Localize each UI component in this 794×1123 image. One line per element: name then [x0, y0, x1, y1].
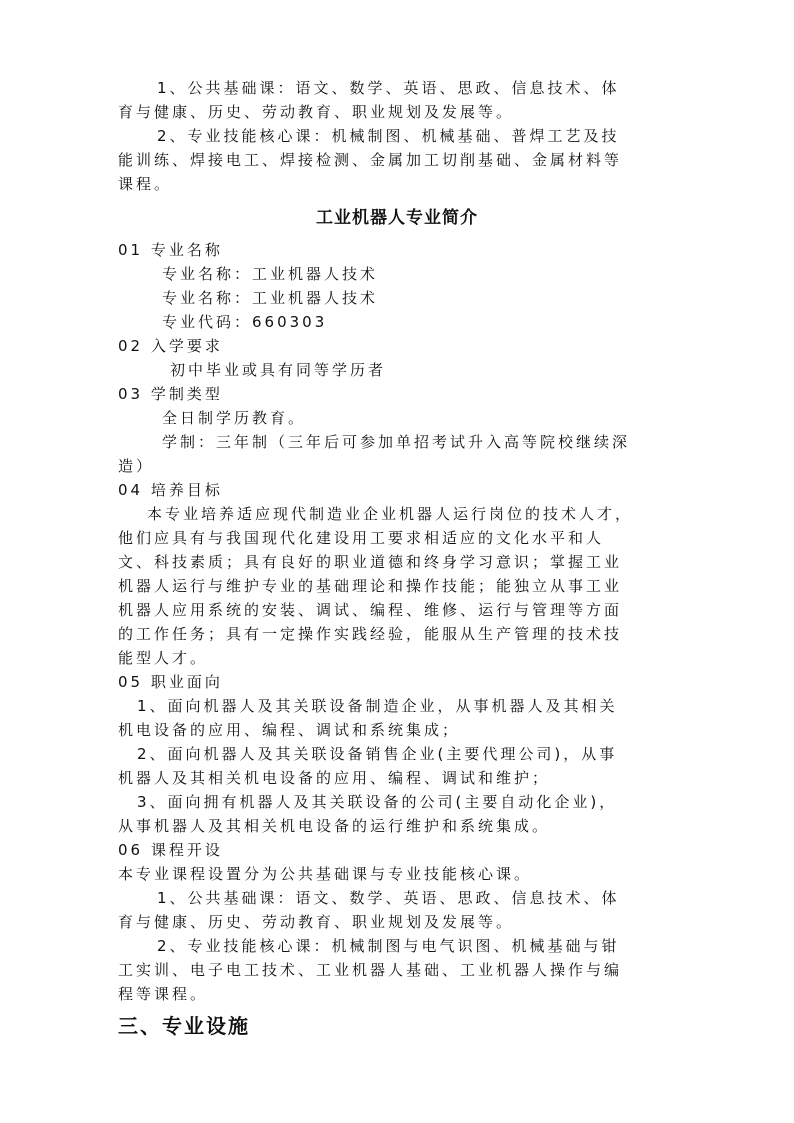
paragraph-line: 本专业培养适应现代制造业企业机器人运行岗位的技术人才，: [147, 505, 634, 523]
paragraph-line: 1、公共基础课：语文、数学、英语、思政、信息技术、体: [157, 79, 620, 97]
section-title: 工业机器人专业简介: [316, 208, 478, 228]
major-code: 专业代码：660303: [162, 313, 328, 331]
subsection-heading: 03 学制类型: [118, 385, 223, 403]
paragraph-line: 课程。: [118, 175, 173, 193]
paragraph-line: 从事机器人及其相关机电设备的运行维护和系统集成。: [118, 817, 551, 835]
paragraph-line: 能型人才。: [118, 649, 209, 667]
paragraph-line: 2、面向机器人及其关联设备销售企业(主要代理公司)，从事: [137, 745, 618, 763]
paragraph-line: 育与健康、历史、劳动教育、职业规划及发展等。: [118, 913, 515, 931]
paragraph-line: 的工作任务；具有一定操作实践经验，能服从生产管理的技术技: [118, 625, 623, 643]
paragraph-line: 初中毕业或具有同等学历者: [170, 361, 387, 379]
paragraph-line: 全日制学历教育。: [162, 409, 307, 427]
subsection-heading: 01 专业名称: [118, 241, 223, 259]
paragraph-line: 2、专业技能核心课：机械制图、机械基础、普焊工艺及技: [157, 127, 620, 145]
paragraph-line: 机器人应用系统的安装、调试、编程、维修、运行与管理等方面: [118, 601, 623, 619]
subsection-heading: 02 入学要求: [118, 337, 223, 355]
chapter-heading: 三、专业设施: [118, 1014, 250, 1038]
major-name: 专业名称：工业机器人技术: [162, 289, 379, 307]
paragraph-line: 学制：三年制（三年后可参加单招考试升入高等院校继续深: [162, 433, 631, 451]
paragraph-line: 本专业课程设置分为公共基础课与专业技能核心课。: [118, 865, 533, 883]
paragraph-line: 机器人运行与维护专业的基础理论和操作技能；能独立从事工业: [118, 577, 623, 595]
paragraph-line: 1、公共基础课：语文、数学、英语、思政、信息技术、体: [157, 889, 620, 907]
paragraph-line: 机器人及其相关机电设备的应用、编程、调试和维护；: [118, 769, 551, 787]
paragraph-line: 育与健康、历史、劳动教育、职业规划及发展等。: [118, 103, 515, 121]
paragraph-line: 能训练、焊接电工、焊接检测、金属加工切削基础、金属材料等: [118, 151, 623, 169]
paragraph-line: 文、科技素质；具有良好的职业道德和终身学习意识；掌握工业: [118, 553, 623, 571]
paragraph-line: 1、面向机器人及其关联设备制造企业，从事机器人及其相关: [137, 697, 618, 715]
paragraph-line: 2、专业技能核心课：机械制图与电气识图、机械基础与钳: [157, 937, 620, 955]
paragraph-line: 程等课程。: [118, 985, 209, 1003]
paragraph-line: 工实训、电子电工技术、工业机器人基础、工业机器人操作与编: [118, 961, 623, 979]
subsection-heading: 04 培养目标: [118, 481, 223, 499]
subsection-heading: 05 职业面向: [118, 673, 223, 691]
paragraph-line: 造）: [118, 457, 155, 475]
paragraph-line: 他们应具有与我国现代化建设用工要求相适应的文化水平和人: [118, 529, 605, 547]
major-name: 专业名称：工业机器人技术: [162, 265, 379, 283]
subsection-heading: 06 课程开设: [118, 841, 223, 859]
paragraph-line: 3、面向拥有机器人及其关联设备的公司(主要自动化企业)，: [137, 793, 618, 811]
paragraph-line: 机电设备的应用、编程、调试和系统集成；: [118, 721, 461, 739]
